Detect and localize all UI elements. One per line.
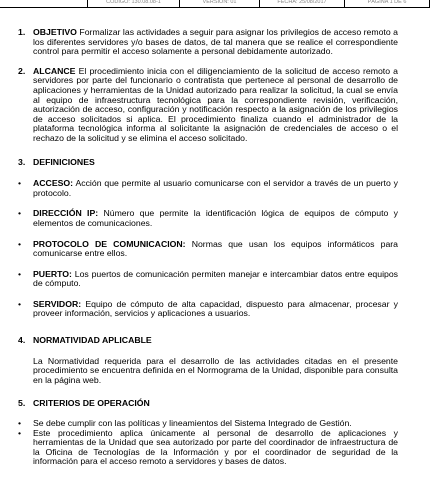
section-title: OBJETIVO (33, 27, 77, 37)
definition-item (18, 300, 398, 319)
section-title: NORMATIVIDAD APLICABLE (33, 335, 152, 346)
definition-text: Equipo de cómputo de alta capacidad, dispuesto para almacenar, procesar y proveer información, servicios y aplicaciones a usuarios. (33, 298, 399, 319)
section-text: Formalizar las actividades a seguir para asignar los privilegios de acceso remoto a los diferentes servidores y/o bases de datos, de tal manera que se realice el correspondiente control para permitir el acceso solamente a personal debidamente autorizado. (33, 27, 398, 57)
definition-term: PROTOCOLO DE COMUNICACION: (33, 238, 186, 249)
definition-text: Acción que permite al usuario comunicarse con el servidor a través de un puerto y protocolo. (33, 178, 399, 198)
section-text: El procedimiento inicia con el diligenciamiento de la solicitud de acceso remoto a servidores por parte del funcionario o contratista que pertenece al personal de desarrollo de aplicaciones y herramientas de la Unidad autorizado para realizar la solicitud, la cual se envía al equipo de infraestructura tecnológica para la correspondiente revisión, verificación, autorización de acceso, configuración y notificación respecto a la asignación de los privilegios de acceso solicitados si aplica. El procedimiento finaliza cuando el administrador de la plataforma tecnológica informa al solicitante la asignación de credenciales de acceso o el rechazo de la solicitud y se elimina el acceso solicitado. (33, 65, 398, 143)
definition-term: DIRECCIÓN IP: (33, 208, 99, 219)
document-header-table (0, 0, 430, 8)
header-cell-date: FECHA: 25/08/2017 (260, 0, 345, 7)
section-definiciones (18, 158, 398, 168)
section-number: 1. (18, 27, 26, 37)
definition-term: SERVIDOR: (33, 298, 82, 309)
definition-text: Los puertos de comunicación permiten manejar e intercambiar datos entre equipos de cómputo. (33, 268, 399, 289)
normatividad-text: La Normatividad requerida para el desarrollo de las actividades citadas en el presente procedimiento se encuentra definida en el Normograma de la Unidad, disponible para consulta en la página web. (33, 355, 398, 385)
bullet-icon: • (18, 238, 22, 249)
criteria-text: Este procedimiento aplica únicamente al personal de desarrollo de aplicaciones y herramientas de la Unidad que sea autorizado por parte del coordinador de infraestructura de la Oficina de Tecnologías de la Información y por el coordinador de seguridad de la información para el acceso remoto a servidores y bases de datos. (33, 427, 398, 467)
section-normatividad (18, 336, 398, 346)
definition-item (18, 240, 398, 259)
section-objetivo (18, 28, 398, 57)
definition-item (18, 179, 398, 198)
section-title: ALCANCE (33, 65, 76, 76)
header-cell-logo (0, 0, 88, 7)
definition-text: Normas que usan los equipos informáticos para comunicarse entre ellos. (33, 238, 398, 259)
section-alcance (18, 67, 398, 144)
bullet-icon: • (18, 427, 22, 438)
definition-item (18, 270, 398, 289)
bullet-icon: • (18, 418, 22, 429)
section-title: DEFINICIONES (33, 156, 95, 167)
criteria-text: Se debe cumplir con las políticas y lineamientos del Sistema Integrado de Gestión. (33, 418, 352, 429)
definition-term: ACCESO: (33, 178, 74, 189)
header-cell-code: CÓDIGO: 130.08.08-1 (88, 0, 180, 7)
section-number: 5. (18, 398, 26, 409)
bullet-icon: • (18, 268, 22, 279)
header-cell-version: VERSIÓN: 01 (180, 0, 260, 7)
section-criterios (18, 399, 398, 409)
header-cell-page: PÁGINA 1 DE 6 (345, 0, 430, 7)
definition-item (18, 209, 398, 228)
definition-term: PUERTO: (33, 268, 72, 279)
bullet-icon: • (18, 178, 22, 189)
section-number: 2. (18, 65, 26, 76)
definition-text: Número que permite la identificación lógica de equipos de cómputo y elementos de comunicaciones. (33, 208, 398, 228)
document-body (18, 28, 398, 467)
criteria-item (18, 429, 398, 467)
bullet-icon: • (18, 208, 22, 219)
section-number: 3. (18, 156, 26, 167)
section-title: CRITERIOS DE OPERACIÓN (33, 398, 150, 409)
bullet-icon: • (18, 298, 22, 309)
section-number: 4. (18, 335, 26, 346)
